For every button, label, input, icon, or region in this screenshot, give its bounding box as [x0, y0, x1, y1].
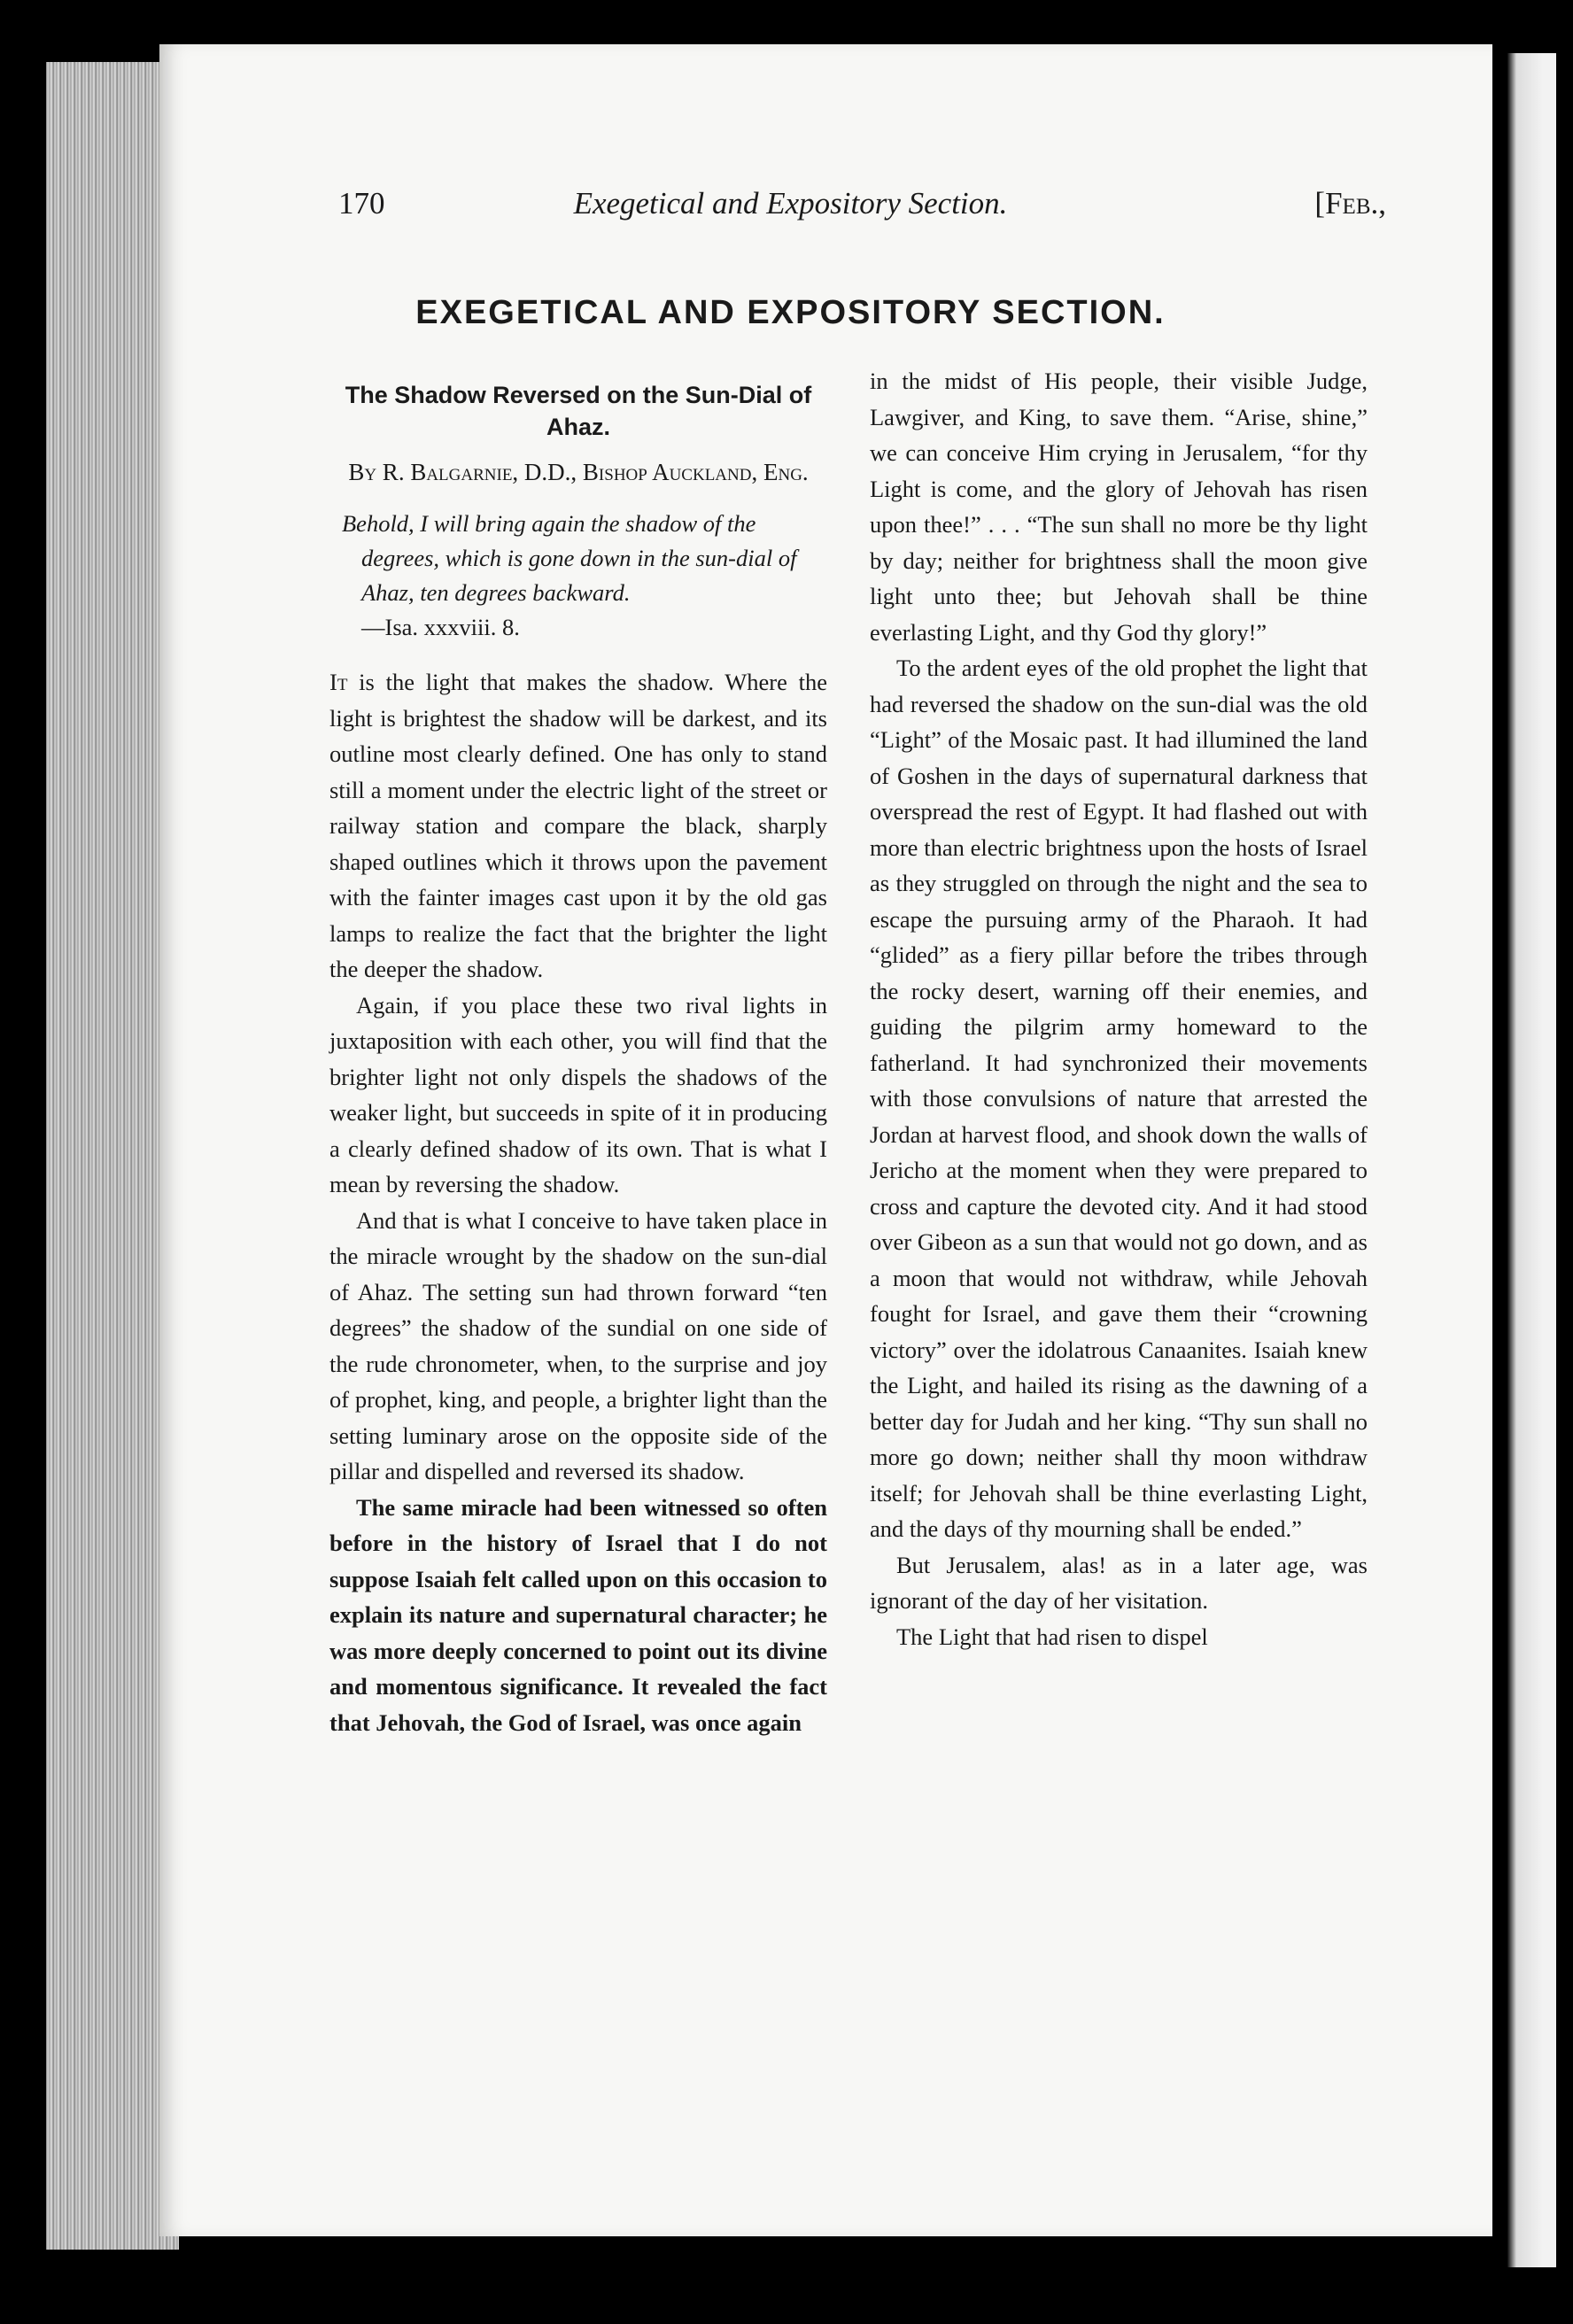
paragraph-5: in the midst of His people, their visible Judge, Lawgiver, and King, to save them. “Arise, shine,” we can conceive Him crying in Jerusalem, “for thy Light is come, and the glory of Jehovah has risen upon thee!” . . . “The sun shall no more be thy light by day; neither for brightness shall the moon give light unto thee; but Jehovah shall be thine everlasting Light, and thy God thy glory!”	[870, 368, 1368, 646]
paragraph-1	[329, 664, 827, 988]
running-title: Exegetical and Expository Section.	[573, 186, 1008, 221]
paragraph-8: The Light that had risen to dispel	[896, 1623, 1208, 1650]
epigraph	[342, 507, 827, 645]
paragraph-7: But Jerusalem, alas! as in a later age, was ignorant of the day of her visitation.	[870, 1551, 1368, 1614]
epigraph-text: Behold, I will bring again the shadow of the degrees, which is gone down in the sun-dial of Ahaz, ten degrees backward.	[342, 510, 797, 606]
paragraph-4: The same miracle had been witnessed so often before in the history of Israel that I do not suppose Isaiah felt called upon on this occasion to explain its nature and supernatural character; he was more deeply concerned to point out its divine and momentous significance. It revealed the fact that Jehovah, the God of Israel, was once again	[329, 1493, 827, 1736]
page-number: 170	[338, 186, 385, 221]
section-heading: EXEGETICAL AND EXPOSITORY SECTION.	[415, 294, 1166, 331]
article-title: The Shadow Reversed on the Sun-Dial of Ahaz.	[345, 382, 812, 440]
next-page-edge	[1507, 53, 1556, 2267]
right-column	[870, 363, 1368, 1654]
paragraph-1-lead: It	[329, 669, 348, 695]
left-column	[329, 363, 827, 1740]
paragraph-2: Again, if you place these two rival lights in juxtaposition with each other, you will find that the brighter light not only dispels the shadows of the weaker light, but succeeds in spite of it in producing a clearly defined shadow of its own. That is what I mean by reversing the shadow.	[329, 991, 827, 1197]
paragraph-3: And that is what I conceive to have taken place in the miracle wrought by the shadow on the sun-dial of Ahaz. The setting sun had thrown forward “ten degrees” the shadow of the sundial on one side of the rude chronometer, when, to the surprise and joy of prophet, king, and people, a brighter light than the setting luminary arose on the opposite side of the pillar and dispelled and reversed its shadow.	[329, 1206, 827, 1484]
paragraph-6: To the ardent eyes of the old prophet the light that had reversed the shadow on the sun-dial was the old “Light” of the Mosaic past. It had illumined the land of Goshen in the days of supernatural darkness that overspread the rest of Egypt. It had flashed out with more than electric brightness upon the hosts of Israel as they struggled on through the night and the sea to escape the pursuing army of the Pharaoh. It had “glided” as a fiery pillar before the tribes through the rocky desert, warning off their enemies, and guiding the pilgrim army homeward to the fatherland. It had synchronized their movements with those convulsions of nature that arrested the Jordan at harvest flood, and shook down the walls of Jericho at the moment when they were prepared to cross and capture the devoted city. And it had stood over Gibeon as a sun that would not go down, and as a moon that would not withdraw, while Jehovah fought for Israel, and gave them their “crowning victory” over the idolatrous Canaanites. Isaiah knew the Light, and hailed its rising as the dawning of a better day for Judah and her king. “Thy sun shall no more go down; neither shall thy moon withdraw itself; for Jehovah shall be thine everlasting Light, and the days of thy mourning shall be ended.”	[870, 655, 1368, 1542]
running-head	[195, 186, 1386, 239]
epigraph-reference: —Isa. xxxviii. 8.	[361, 614, 520, 640]
paragraph-1-text: is the light that makes the shadow. Where the light is brightest the shadow will be darkest, and its outline most clearly defined. One has only to stand still a moment under the electric light of the street or railway station and compare the black, sharply shaped outlines which it throws upon the pavement with the fainter images cast upon it by the old gas lamps to realize the fact that the brighter the light the deeper the shadow.	[329, 669, 827, 982]
month-mark: [Feb.,	[1314, 186, 1386, 221]
article-byline: By R. Balgarnie, D.D., Bishop Auckland, Eng.	[348, 459, 809, 485]
